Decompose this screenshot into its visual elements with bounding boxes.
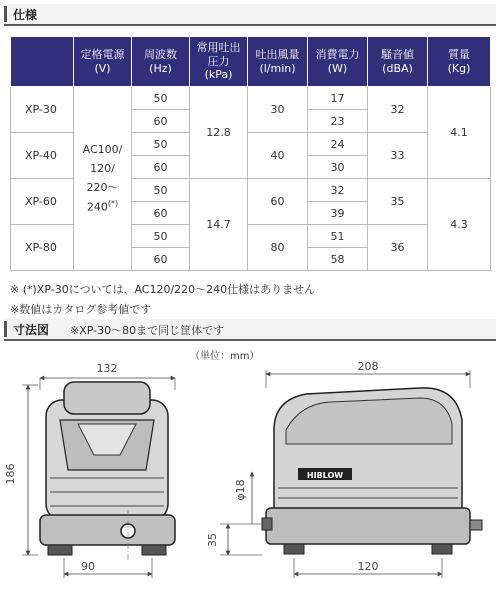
voltage-cell: AC100/ 120/ 220〜 240(*) xyxy=(74,87,132,271)
model-cell: XP-80 xyxy=(11,225,74,271)
weight-cell: 4.1 xyxy=(428,87,491,179)
table-header-row xyxy=(11,37,491,87)
frequency-cell: 50 xyxy=(132,133,190,156)
model-cell: XP-30 xyxy=(11,87,74,133)
section-marker xyxy=(4,321,7,337)
header-frequency: 周波数 (Hz) xyxy=(132,37,190,87)
section-marker xyxy=(4,6,7,22)
power-cell: 23 xyxy=(308,110,368,133)
power-cell: 51 xyxy=(308,225,368,248)
front-view xyxy=(4,362,175,578)
power-cell: 39 xyxy=(308,202,368,225)
footnote-models: ※ (*)XP-30については、AC120/220〜240仕様はありません xyxy=(10,283,316,296)
dimension-section-note: ※XP-30〜80まで同じ筐体です xyxy=(70,324,225,337)
noise-cell: 36 xyxy=(368,225,428,271)
outlet-height-label: 35 xyxy=(206,533,219,547)
frequency-cell: 50 xyxy=(132,225,190,248)
frequency-cell: 60 xyxy=(132,110,190,133)
frequency-cell: 60 xyxy=(132,202,190,225)
power-cell: 24 xyxy=(308,133,368,156)
front-width-label: 132 xyxy=(96,362,118,375)
airflow-cell: 80 xyxy=(248,225,308,271)
front-height-label: 186 xyxy=(4,463,17,485)
dimension-drawing xyxy=(0,360,500,589)
side-base-width-label: 120 xyxy=(357,560,379,573)
frequency-cell: 50 xyxy=(132,179,190,202)
frequency-cell: 50 xyxy=(132,87,190,110)
side-width-label: 208 xyxy=(357,360,379,373)
power-cell: 17 xyxy=(308,87,368,110)
header-weight: 質量 (Kg) xyxy=(428,37,491,87)
model-cell: XP-40 xyxy=(11,133,74,179)
airflow-cell: 40 xyxy=(248,133,308,179)
side-view xyxy=(206,360,482,578)
header-noise: 騒音値 (dBA) xyxy=(368,37,428,87)
spec-table xyxy=(10,36,491,271)
spec-section-header xyxy=(4,4,496,26)
header-corner xyxy=(11,37,74,87)
footnote-reference: ※数値はカタログ参考値です xyxy=(10,303,152,316)
pressure-cell: 12.8 xyxy=(190,87,248,179)
spec-section-title: 仕様 xyxy=(13,8,38,22)
dimension-section-title: 寸法図 xyxy=(13,323,50,337)
header-power: 消費電力 (W) xyxy=(308,37,368,87)
weight-cell: 4.3 xyxy=(428,179,491,271)
noise-cell: 35 xyxy=(368,179,428,225)
power-cell: 30 xyxy=(308,156,368,179)
model-cell: XP-60 xyxy=(11,179,74,225)
airflow-cell: 60 xyxy=(248,179,308,225)
header-airflow: 吐出風量 (l/min) xyxy=(248,37,308,87)
front-base-width-label: 90 xyxy=(81,560,95,573)
power-cell: 58 xyxy=(308,248,368,271)
header-pressure: 常用吐出 圧力 (kPa) xyxy=(190,37,248,87)
table-row xyxy=(11,87,491,110)
frequency-cell: 60 xyxy=(132,156,190,179)
noise-cell: 32 xyxy=(368,87,428,133)
noise-cell: 33 xyxy=(368,133,428,179)
unit-label: （単位：mm） xyxy=(190,351,260,362)
dimension-section-header xyxy=(4,319,496,341)
airflow-cell: 30 xyxy=(248,87,308,133)
power-cell: 32 xyxy=(308,179,368,202)
outlet-diameter-label: φ18 xyxy=(234,479,247,501)
brand-logo-text: HIBLOW xyxy=(306,471,344,480)
frequency-cell: 60 xyxy=(132,248,190,271)
header-voltage: 定格電源 (V) xyxy=(74,37,132,87)
pressure-cell: 14.7 xyxy=(190,179,248,271)
